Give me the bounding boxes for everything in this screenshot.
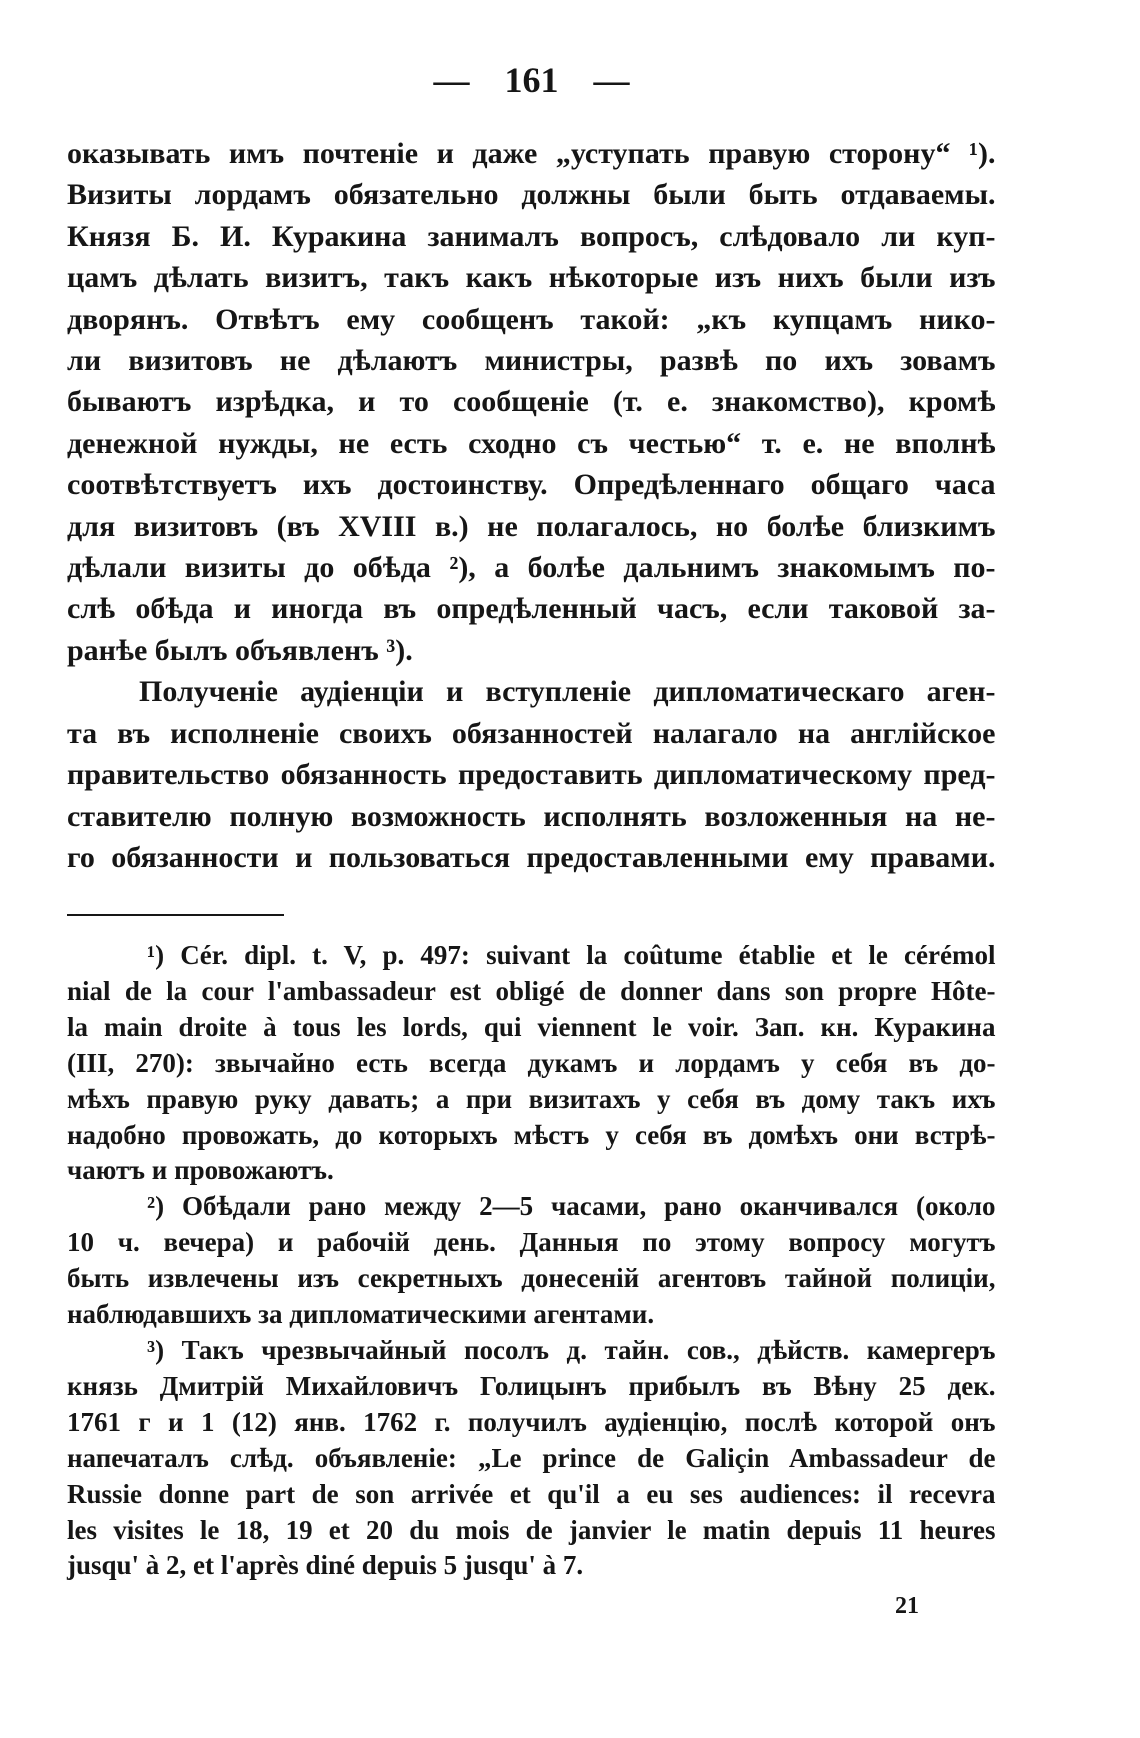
footnote-3	[67, 1333, 996, 1584]
page-number-header: — 161 —	[433, 60, 630, 100]
text-line: денежной нужды, не есть сходно съ честью“ т. е. не вполнѣ	[67, 426, 996, 460]
footnote-line: надобно провожать, до которыхъ мѣстъ у себя въ домѣхъ они встрѣ-	[67, 1119, 996, 1150]
footnote-line: (III, 270): звычайно есть всегда дукамъ и лордамъ у себя въ до-	[67, 1047, 996, 1078]
text-line: бываютъ изрѣдка, и то сообщеніе (т. е. знакомство), кромѣ	[67, 385, 996, 419]
text-line: го обязанности и пользоваться предоставленными ему правами.	[67, 840, 996, 874]
text-line: правительство обязанность предоставить дипломатическому пред-	[67, 758, 996, 792]
signature-mark: 21	[895, 1593, 919, 1619]
text-line: Визиты лордамъ обязательно должны были быть отдаваемы.	[67, 178, 996, 212]
footnote-line: 10 ч. вечера) и рабочій день. Данныя по этому вопросу могутъ	[67, 1227, 996, 1258]
text-line: ли визитовъ не дѣлаютъ министры, развѣ по ихъ зовамъ	[67, 344, 996, 378]
footnote-line: быть извлечены изъ секретныхъ донесеній агентовъ тайной полиціи,	[67, 1263, 996, 1294]
footnote-line: jusqu' à 2, et l'après diné depuis 5 jusqu' à 7.	[67, 1550, 584, 1581]
footnote-2	[67, 1189, 996, 1333]
text-line: дворянъ. Отвѣтъ ему сообщенъ такой: „къ купцамъ нико-	[67, 302, 996, 336]
paragraph-1	[67, 133, 996, 671]
text-line: для визитовъ (въ XVIII в.) не полагалось, но болѣе близкимъ	[67, 509, 996, 543]
footnote-1	[67, 938, 996, 1189]
footnote-line: напечаталъ слѣд. объявленіе: „Le prince de Galiçin Ambassadeur de	[67, 1442, 996, 1473]
footnote-line: ²) Обѣдали рано между 2—5 часами, рано оканчивался (около	[147, 1191, 996, 1222]
footnote-line: ³) Такъ чрезвычайный посолъ д. тайн. сов., дѣйств. камергеръ	[147, 1334, 996, 1365]
text-line: цамъ дѣлать визитъ, такъ какъ нѣкоторые изъ нихъ были изъ	[67, 261, 996, 295]
footnote-line: чаютъ и провожаютъ.	[67, 1155, 334, 1186]
footnote-line: la main droite à tous les lords, qui viennent le voir. Зап. кн. Куракина	[67, 1011, 996, 1042]
text-line: соотвѣтствуетъ ихъ достоинству. Опредѣленнаго общаго часа	[67, 468, 996, 502]
main-text	[67, 133, 996, 878]
footnote-line: nial de la cour l'ambassadeur est obligé de donner dans son propre Hôte-	[67, 975, 996, 1006]
text-line: Полученіе аудіенціи и вступленіе дипломатическаго аген-	[139, 675, 996, 709]
footnote-line: Russie donne part de son arrivée et qu'il a eu ses audiences: il recevra	[67, 1478, 996, 1509]
footnote-line: князь Дмитрій Михайловичъ Голицынъ прибылъ въ Вѣну 25 дек.	[67, 1370, 996, 1401]
text-line: слѣ обѣда и иногда въ опредѣленный часъ, если таковой за-	[67, 592, 996, 626]
text-line: Князя Б. И. Куракина занималъ вопросъ, слѣдовало ли куп-	[67, 219, 996, 253]
paragraph-2	[67, 671, 996, 878]
text-line: та въ исполненіе своихъ обязанностей налагало на англійское	[67, 716, 996, 750]
footnote-line: наблюдавшихъ за дипломатическими агентами.	[67, 1299, 655, 1330]
text-line: ранѣе былъ объявленъ ³).	[67, 633, 413, 667]
text-line: оказывать имъ почтеніе и даже „уступать правую сторону“ ¹).	[67, 137, 996, 170]
footnotes	[67, 938, 996, 1584]
footnote-line: ¹) Cér. dipl. t. V, p. 497: suivant la coûtume établie et le cérémol	[147, 940, 996, 970]
footnote-line: les visites le 18, 19 et 20 du mois de janvier le matin depuis 11 heures	[67, 1514, 996, 1545]
footnote-line: 1761 г и 1 (12) янв. 1762 г. получилъ аудіенцію, послѣ которой онъ	[67, 1406, 996, 1437]
footnote-separator-rule	[67, 914, 284, 916]
text-line: дѣлали визиты до обѣда ²), а болѣе дальнимъ знакомымъ по-	[67, 551, 996, 585]
text-line: ставителю полную возможность исполнять возложенныя на не-	[67, 799, 996, 833]
footnote-line: мѣхъ правую руку давать; а при визитахъ у себя въ дому такъ ихъ	[67, 1083, 996, 1114]
